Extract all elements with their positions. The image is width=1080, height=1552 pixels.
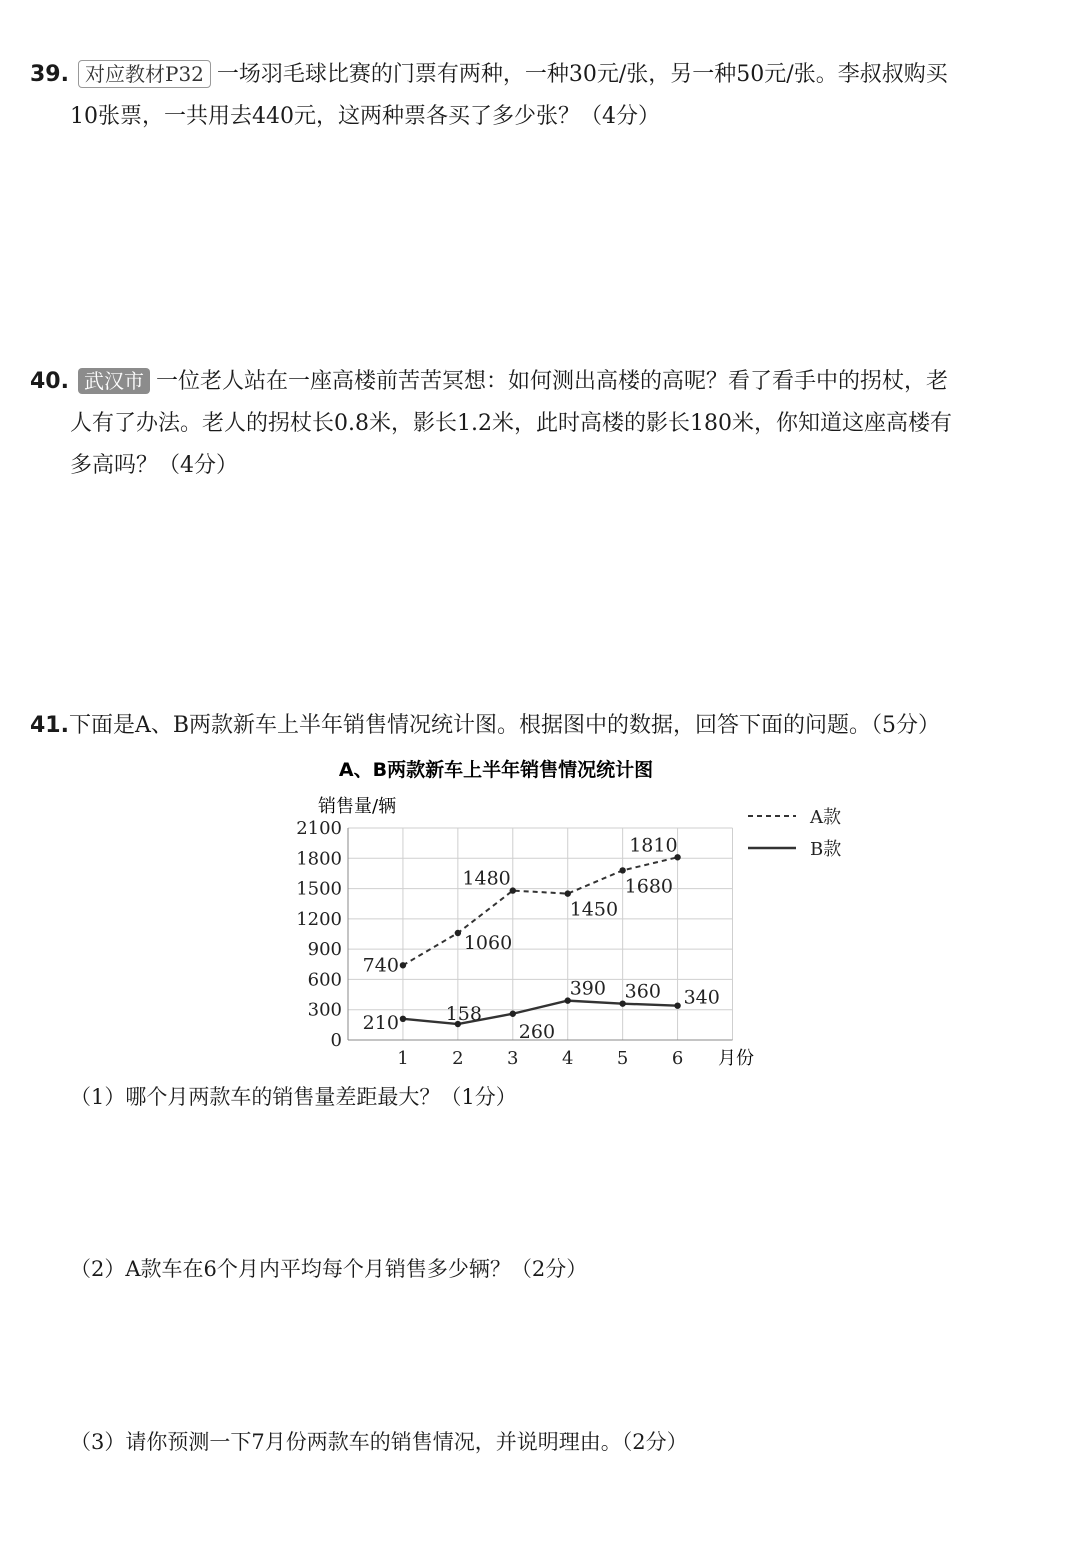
- y-tick-label: 1500: [296, 878, 342, 900]
- y-axis-label: 销售量/辆: [318, 796, 397, 817]
- x-tick-label: 6: [671, 1048, 684, 1069]
- series-a-data-label: 1060: [463, 931, 513, 954]
- question-40-line-2: 人有了办法。老人的拐杖长0.8米，影长1.2米，此时高楼的影长180米，你知道这座高楼有: [70, 411, 952, 436]
- sales-line-chart: [270, 752, 890, 1072]
- sub-question-2: （2）A款车在6个月内平均每个月销售多少辆？（2分）: [70, 1257, 588, 1281]
- y-tick-label: 1200: [296, 908, 342, 930]
- series-b-data-label: 210: [362, 1011, 399, 1034]
- series-a-point: [565, 890, 571, 896]
- series-a-data-label: 1680: [624, 875, 674, 898]
- question-40-line-3: 多高吗？（4分）: [70, 453, 238, 478]
- question-39-line-1: [30, 60, 1065, 89]
- chart-title: A、B两款新车上半年销售情况统计图: [338, 759, 654, 781]
- series-a-data-label: 1480: [462, 867, 511, 890]
- series-b-point: [400, 1016, 406, 1022]
- series-a-data-label: 1810: [629, 834, 678, 857]
- y-tick-label: 300: [307, 999, 342, 1021]
- textbook-reference-tag: 对应教材P32: [78, 60, 211, 88]
- series-a-point: [619, 867, 625, 873]
- question-39: [30, 60, 1065, 131]
- y-tick-label: 1800: [296, 848, 342, 870]
- question-number: 41.: [30, 713, 69, 738]
- question-text: 下面是A、B两款新车上半年销售情况统计图。根据图中的数据，回答下面的问题。（5分）: [68, 713, 941, 738]
- chart-labels: [363, 834, 720, 1042]
- y-tick-label: 0: [330, 1030, 342, 1051]
- legend-b-label: B款: [810, 839, 842, 860]
- x-tick-label: 3: [507, 1048, 519, 1069]
- question-40: [30, 368, 1065, 480]
- x-axis-label: 月份: [718, 1048, 754, 1069]
- series-a-point: [455, 930, 461, 936]
- series-a-point: [400, 962, 406, 968]
- question-text: 一位老人站在一座高楼前苦苦冥想：如何测出高楼的高呢？看了看手中的拐杖，老: [155, 369, 948, 394]
- question-number: 39.: [30, 62, 69, 87]
- x-tick-label: 4: [561, 1048, 574, 1069]
- y-tick-label: 2100: [296, 818, 342, 839]
- question-39-line-2: 10张票，一共用去440元，这两种票各买了多少张？（4分）: [70, 104, 660, 129]
- series-b-data-label: 340: [683, 986, 720, 1009]
- series-b-point: [674, 1002, 680, 1008]
- question-41-line-1: [30, 712, 1065, 740]
- question-text: 一场羽毛球比赛的门票有两种，一种30元/张，另一种50元/张。李叔叔购买: [216, 62, 948, 87]
- series-a-data-label: 740: [362, 954, 399, 977]
- x-tick-label: 2: [452, 1048, 464, 1069]
- series-b-data-label: 158: [445, 1003, 482, 1026]
- question-number: 40.: [30, 369, 69, 394]
- series-b-data-label: 260: [518, 1020, 556, 1043]
- chart-legend: [748, 807, 841, 860]
- series-b-point: [510, 1011, 516, 1017]
- x-tick-label: 1: [397, 1048, 409, 1069]
- y-tick-label: 600: [307, 969, 342, 991]
- region-tag: 武汉市: [78, 368, 150, 394]
- series-b-data-label: 390: [569, 977, 606, 1000]
- series-b-data-label: 360: [624, 980, 661, 1003]
- question-40-line-1: [30, 368, 1065, 396]
- question-41: [30, 712, 1065, 740]
- x-tick-label: 5: [616, 1048, 629, 1069]
- sub-question-1: （1）哪个月两款车的销售量差距最大？（1分）: [70, 1085, 517, 1109]
- series-a-data-label: 1450: [569, 898, 619, 921]
- sub-question-3: （3）请你预测一下7月份两款车的销售情况，并说明理由。（2分）: [70, 1430, 688, 1454]
- legend-a-label: A款: [810, 807, 841, 828]
- y-tick-label: 900: [307, 939, 342, 961]
